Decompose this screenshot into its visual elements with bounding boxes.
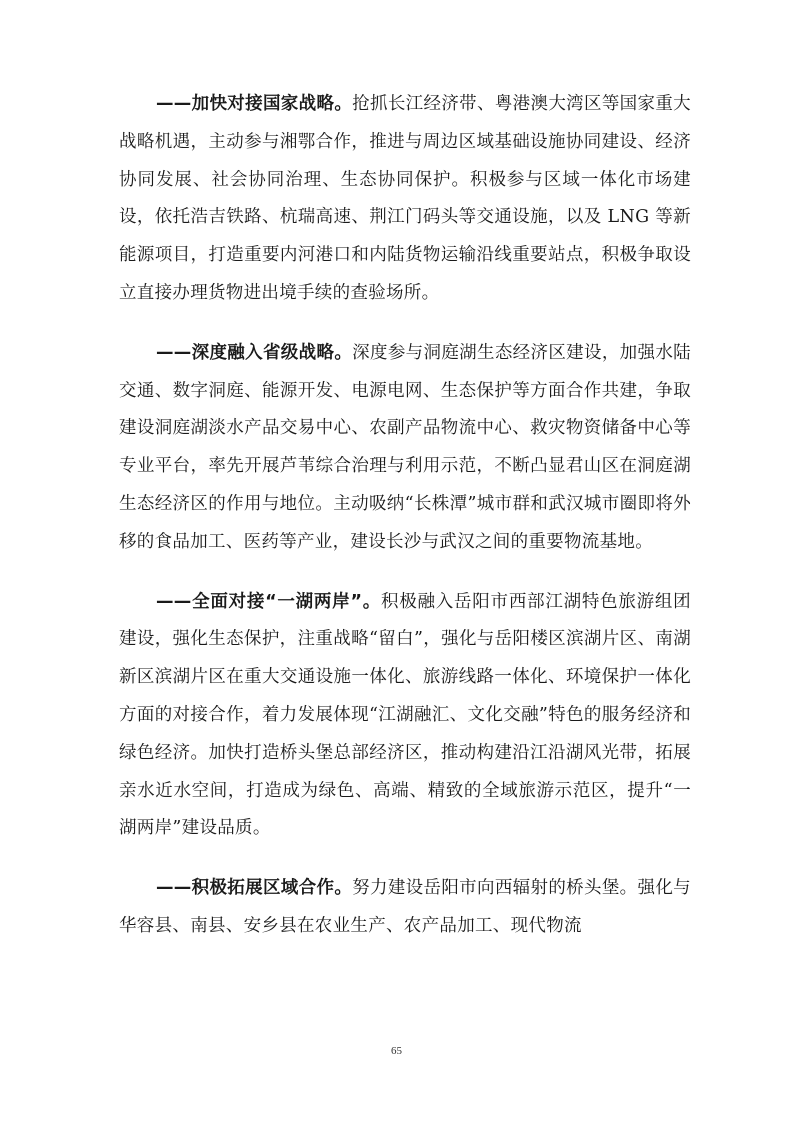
paragraph-text: 积极融入岳阳市西部江湖特色旅游组团建设，强化生态保护，注重战略“留白”，强化与岳阳楼区滨湖片区、南湖新区滨湖片区在重大交通设施一体化、旅游线路一体化、环境保护一体化方面的对接合作，着力发展体现“江湖融汇、文化交融”特色的服务经济和绿色经济。加快打造桥头堡总部经济区，推动构建沿江沿湖风光带，拓展亲水近水空间，打造成为绿色、高端、精致的全域旅游示范区，提升“一湖两岸”建设品质。 <box>119 591 691 839</box>
paragraph-text: 努力建设岳阳市向西辐射的桥头堡。强化与华容县、南县、安乡县在农业生产、农产品加工、现代物流 <box>119 878 691 936</box>
paragraph-text: 深度参与洞庭湖生态经济区建设，加强水陆交通、数字洞庭、能源开发、电源电网、生态保护等方面合作共建，争取建设洞庭湖淡水产品交易中心、农副产品物流中心、救灾物资储备中心等专业平台，率先开展芦苇综合治理与利用示范，不断凸显君山区在洞庭湖生态经济区的作用与地位。主动吸纳“长株潭”城市群和武汉城市圈即将外移的食品加工、医药等产业，建设长沙与武汉之间的重要物流基地。 <box>119 342 691 552</box>
paragraph-national-strategy <box>119 86 691 313</box>
paragraph-lake-two-banks <box>119 584 691 849</box>
paragraph-lead: ——积极拓展区域合作。 <box>156 878 353 899</box>
paragraph-lead: ——全面对接“一湖两岸”。 <box>156 591 381 612</box>
page-number: 65 <box>391 1045 402 1057</box>
paragraph-regional-cooperation <box>119 870 691 946</box>
paragraph-provincial-strategy <box>119 335 691 562</box>
paragraph-lead: ——深度融入省级战略。 <box>156 342 353 363</box>
paragraph-lead: ——加快对接国家战略。 <box>156 94 353 114</box>
paragraph-text: 抢抓长江经济带、粤港澳大湾区等国家重大战略机遇，主动参与湘鄂合作，推进与周边区域基础设施协同建设、经济协同发展、社会协同治理、生态协同保护。积极参与区域一体化市场建设，依托浩吉铁路、杭瑞高速、荆江门码头等交通设施，以及 LNG 等新能源项目，打造重要内河港口和内陆货物运输沿线重要站点，积极争取设立直接办理货物进出境手续的查验场所。 <box>119 94 691 303</box>
document-body <box>119 86 691 968</box>
